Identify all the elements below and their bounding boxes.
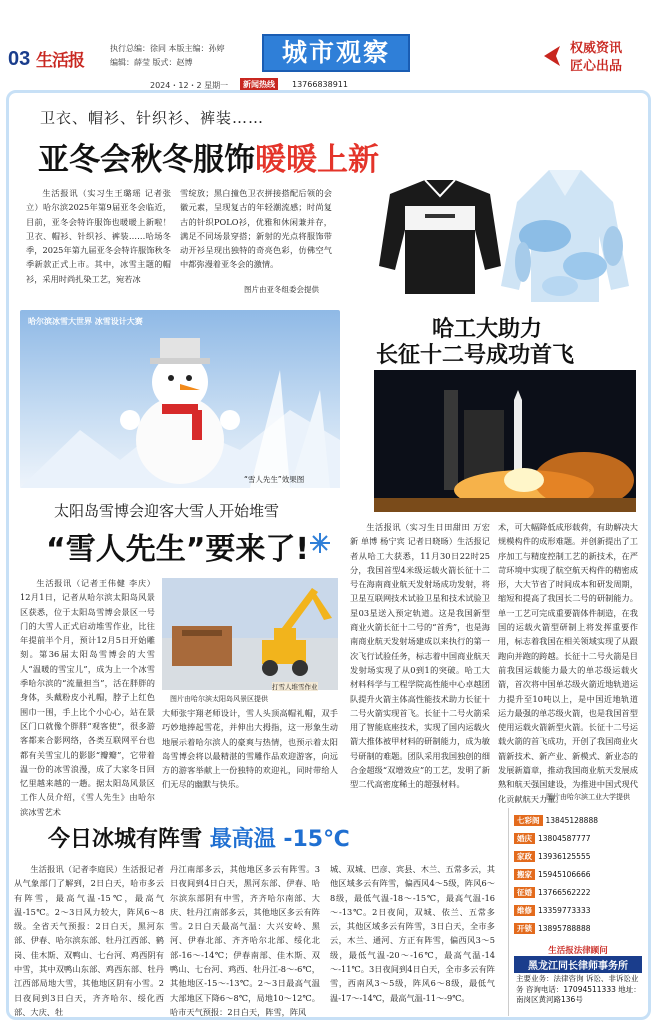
- article2-photo-caption: 图片由哈尔滨太阳岛风景区提供: [170, 695, 268, 703]
- article1-caption: 图片由亚冬组委会提供: [244, 285, 319, 294]
- paper-logo: 生活报: [36, 51, 84, 71]
- ad-tag: 征婚: [514, 887, 535, 898]
- ad-text: 13804587777: [538, 834, 591, 843]
- snowman-caption: “雪人先生”效果图: [244, 475, 305, 484]
- hoodie-photo: [345, 166, 635, 306]
- article4-headline-blue: 最高温 -15℃: [209, 827, 350, 852]
- law-title-2: 黑龙江同长律师事务所: [514, 956, 642, 973]
- photo-label: 打雪人堆雪作业: [272, 683, 318, 691]
- rocket-launch-scene: [374, 370, 636, 512]
- article3-caption: 图片由哈尔滨工业大学提供: [546, 793, 630, 801]
- law-title-1: 生活报法律顾问: [548, 946, 608, 956]
- article2-headline-text: “雪人先生”要来了!: [46, 532, 310, 567]
- rocket-photo: [374, 370, 636, 512]
- article4-col2: 丹江南部多云，其他地区多云有阵雪。3日夜间到4日白天，黑河东部、伊春、哈尔滨东部阴有中雪，齐齐哈尔南部、大庆、牡丹江南部多云，其他地区多云有阵雪。2日白天最高气温：大兴安岭、黑河、伊春北部、齐齐哈尔北部、绥化北部-16～-14℃；伊春南部、佳木斯、双鸭山、七台河、鸡西、牡丹江-8～-6℃，其他地区-15～-13℃。2～3日最高气温大部地区下降6～8℃，局地10～12℃。哈市天气预报：2日白天，阵雪，阵风: [170, 864, 320, 1017]
- ad-text: 13359773333: [538, 906, 591, 915]
- article2-col2: 大师张宇翔老师设计，雪人头顶高帽礼帽，双手巧妙地捧起雪花，并伸出大拇指，这一形象生动地展示着哈尔滨人的豪爽与热情，也预示着太阳岛雪博会将以最精湛的雪雕作品欢迎游客，向远方的游客举献上一份独特的欢迎礼，同时带给人们无尽的幽默与快乐。: [162, 708, 338, 790]
- ad-text: 13895788888: [538, 924, 591, 933]
- ad-row: [514, 830, 644, 847]
- excavator-scene: [162, 578, 338, 690]
- issue-date: 2024・12・2 星期一: [150, 81, 229, 90]
- ad-tag: 开锁: [514, 923, 535, 934]
- ad-row: [514, 902, 644, 919]
- article1-col2: 雪绽放；黑白撞色卫衣拼接搭配后领的会徽元素，呈现复古的年轻潮流感；时尚复古的针织POLO衫，优雅和休闲兼并存，满足不同场景穿搭；新射的光点将服饰带动开衫呈现出独特的奇亮色彩，仿佛空气中都弥漫着亚冬会的激情。: [180, 188, 332, 270]
- slogan-line-1: 权威资讯: [570, 41, 623, 56]
- page-number: 03: [8, 48, 31, 70]
- ad-text: 13766562222: [538, 888, 591, 897]
- staff-line-1: 执行总编：徐同 本版主编：孙婷: [110, 44, 225, 53]
- snowman-render: [20, 310, 340, 488]
- slogan-line-2: 匠心出品: [570, 59, 623, 74]
- ad-row: [514, 812, 644, 829]
- slogan: [570, 40, 622, 76]
- article3-col2: 术，可大幅降低成形载荷，有助解决大规模构件的成形难题。并创新提出了工序加工与精度控制工艺的新技术，在严苛环境中实现了航空航天构件的精密成形，大大节省了时间成本和研发周期，缩短和提高了我国长二号的研制能力。单一工艺可完成重要箭体件制造，在我国的运载火箭型研制上将发挥重要作用，标志着我国在相关领域实现了从跟跑向并跑的跨越。长征十二号火箭是目前我国运载能力最大的单芯级运载火箭，首次将中国单芯级火箭近地轨道运力提升至10吨以上，是中国近地轨道运力最强的单芯级火箭，也是我国首型使用运载火箭新型火箭。长征十二号运载火箭的首飞成功，开创了我国商业火箭新技术、新产业、新模式、新业态的发展新篇章，推动我国商业航天发展成熟和航天强国建设，为推进中国式现代化贡献航天力量。: [498, 522, 638, 804]
- ad-row: [514, 848, 644, 865]
- ad-tag: 家政: [514, 851, 535, 862]
- article1-col1: 生活报讯（实习生王璐瑶 记者张立）哈尔滨2025年第9届亚冬会临近，目前，亚冬会特许服饰也暖暖上新啦！卫衣、帽衫、针织衫、裤装……哈场冬季，2025年第九届亚冬会特许服饰秋冬季新款正式上市。其中，冰雪主题的帽衫，采用时尚扎染工艺，宛若冰: [26, 188, 171, 284]
- article4-headline-black: 今日冰城有阵雪: [48, 827, 203, 852]
- article3-col1: 生活报讯（实习生日田甜田 万宏新 单博 杨宁宾 记者日晓旸）生活报记者从哈工大获悉，11月30日22时25分，我国首型4米级运载火箭长征十二号在海南商业航天发射场成功发射，将卫星互联网技术试验卫星和技术试验卫星03星送入预定轨道。这是我国新型商业火箭长征十二号的“首秀”，也是海南商业航天发射场建成以来执行的第一次飞行试验任务，标志着中国商业航天发射场实现了从0到1的突破。哈工大材料科学与工程学院高性能中心卓越团队提升火箭主体高性能技术助力长征十二号火箭实现首飞。长征十二号火箭采用了智能底座技术，实现了国内运载火箭大推体被甲材料的研制能力，成为敏号研制的难题。团队采用我国独创的细合金超级“双增效应”的工艺，发明了新型二代高密度稀土的超强材料。: [350, 522, 490, 790]
- article2-sub-headline: 太阳岛雪博会迎客大雪人开始堆雪: [54, 502, 280, 520]
- article4-headline: [48, 822, 350, 853]
- ad-text: 13845128888: [545, 816, 598, 825]
- staff-line-2: 编辑：薛莹 版式：赵博: [110, 58, 193, 67]
- arrow-icon: [540, 42, 566, 70]
- excavator-photo: [162, 578, 338, 690]
- article2-headline: [46, 524, 309, 568]
- ad-text: 13936125555: [538, 852, 591, 861]
- article1-headline-red: 暖暖上新: [255, 142, 379, 178]
- image-header: 哈尔滨冰雪大世界 冰雪设计大赛: [28, 317, 143, 326]
- ad-row: [514, 920, 644, 937]
- article2-col1: 生活报讯（记者王伟健 李庆）12月1日，记者从哈尔滨太阳岛风景区获悉，位于太阳岛雪博会景区一号门的大雪人正式启动堆雪作业，比往年提前半个月，预计12月5日开始雕刻。第36届太阳岛雪博会的大雪人“温暖的雪宝儿”，成为上一个冰雪季哈尔滨的“流量担当”，活在胖胖的身体，头戴粉皮小礼帽，脖子上红色围巾一围，手上比个小心心，站在景区门口就像个胖胖“观客使”，很多游客都来合影网络，各类互联网平台也都有关雪宝儿的影影“瓣瓣”，它带着温一份的冰雪浪漫，成了大家冬日回忆里越来越的一趟。据太阳岛风景区工作人员介绍，《雪人先生》由哈尔滨冰雪艺术: [20, 578, 155, 817]
- ad-row: [514, 866, 644, 883]
- hotline-label: 新闻热线: [240, 78, 278, 91]
- article1-kicker: 卫衣、帽衫、针织衫、裤装……: [40, 109, 265, 127]
- snowman-scene: [20, 310, 340, 488]
- ad-tag: 维修: [514, 905, 535, 916]
- law-info: 主要业务：法律咨询 诉讼、非诉讼业务 咨询电话：17094511333 地址：南岗区黄河路136号: [516, 974, 641, 1004]
- ad-row: [514, 884, 644, 901]
- section-title: 城市观察: [262, 34, 410, 72]
- ad-text: 15945106666: [538, 870, 591, 879]
- tie-dye-hoodie: [501, 170, 629, 302]
- black-hoodie: [379, 180, 501, 294]
- ad-tag: 婚庆: [514, 833, 535, 844]
- article4-col3: 城、双城、巴彦、宾县、木兰、五常多云，其他区域多云有阵雪，偏西风4～5级，阵风6～8级，最低气温-18～-15℃，最高气温-16～-13℃。2日夜间，双城、依兰、五常多云，其他区域多云有阵雪，3日白天，全市多云，木兰、通河、方正有阵雪，偏西风3～5级，最低气温-20～-16℃，最高气温-14～-11℃。3日夜间到4日白天，全市多云有阵雪，西南风3～5级，阵风6～8级，最低气温-17～-14℃，最高气温-11～-9℃。: [330, 864, 495, 1003]
- staff-credits: [110, 42, 225, 70]
- hotline-number: 13766838911: [292, 80, 348, 89]
- article3-headline-1: 哈工大助力: [432, 317, 543, 342]
- snowflake-icon: [300, 530, 340, 556]
- article1-headline-black: 亚冬会秋冬服饰: [38, 142, 255, 178]
- ad-tag: 七彩阁: [514, 815, 543, 826]
- article1-headline: [38, 134, 379, 179]
- ad-tag: 搬家: [514, 869, 535, 880]
- article4-col1: 生活报讯（记者李庭民）生活报记者从气象部门了解到，2日白天，哈市多云有阵雪，最高气温-15℃，最高气温-15℃。2～3日风力较大，阵风6～8级。全省天气预报：2日白天，黑河东部、伊春、哈尔滨东部、牡丹江西部、鹤岗、佳木斯、双鸭山、七台河、鸡西阴有中雪，其中双鸭山东部、鸡西东部、牡丹江西部局地大雪，其他地区阴有小雪。2日夜间到3日白天，齐齐哈尔、绥化西部、大庆、牡: [14, 864, 164, 1017]
- article3-headline-2: 长征十二号成功首飞: [376, 343, 575, 368]
